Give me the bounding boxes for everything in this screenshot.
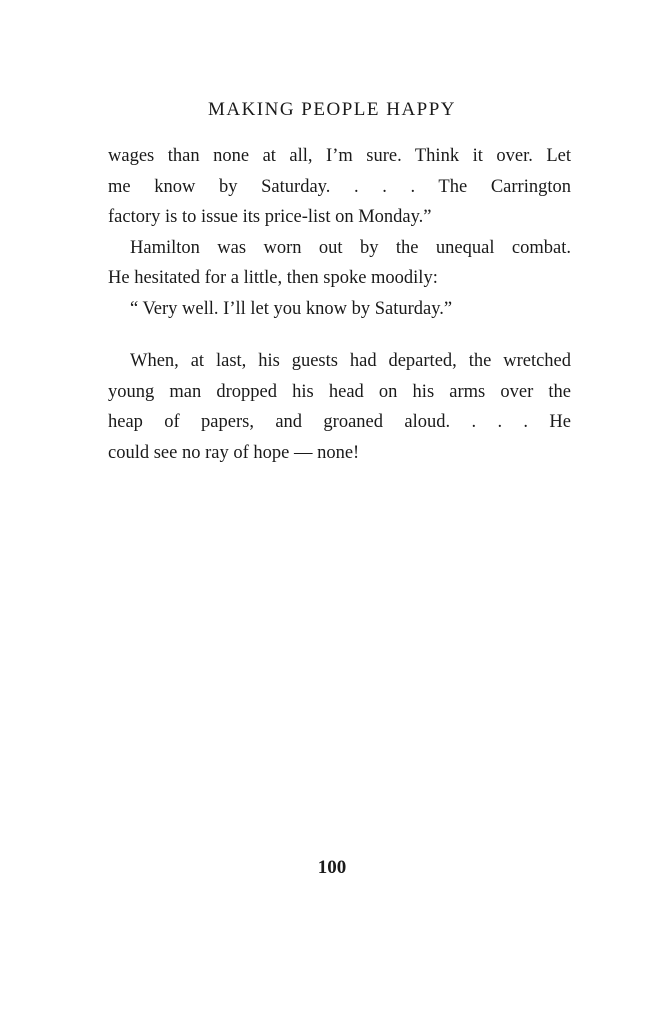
- text-line: wages than none at all, I’m sure. Think it over. Let: [108, 146, 571, 166]
- section-break: [108, 324, 571, 346]
- page-number: 100: [317, 857, 347, 878]
- text-line: Hamilton was worn out by the unequal combat.: [130, 237, 571, 258]
- text-line: factory is to issue its price-list on Monday.”: [108, 207, 432, 227]
- running-head: MAKING PEOPLE HAPPY: [207, 99, 457, 120]
- body-text: [108, 141, 571, 468]
- text-line: me know by Saturday. . . . The Carrington: [108, 176, 571, 197]
- text-line: young man dropped his head on his arms over the: [108, 381, 571, 402]
- text-line: “ Very well. I’ll let you know by Saturday.”: [130, 298, 453, 319]
- text-line: heap of papers, and groaned aloud. . . . He: [108, 412, 571, 432]
- text-line: He hesitated for a little, then spoke moodily:: [108, 268, 438, 288]
- text-line: could see no ray of hope — none!: [108, 442, 360, 463]
- text-line: When, at last, his guests had departed, the wretched: [130, 351, 571, 371]
